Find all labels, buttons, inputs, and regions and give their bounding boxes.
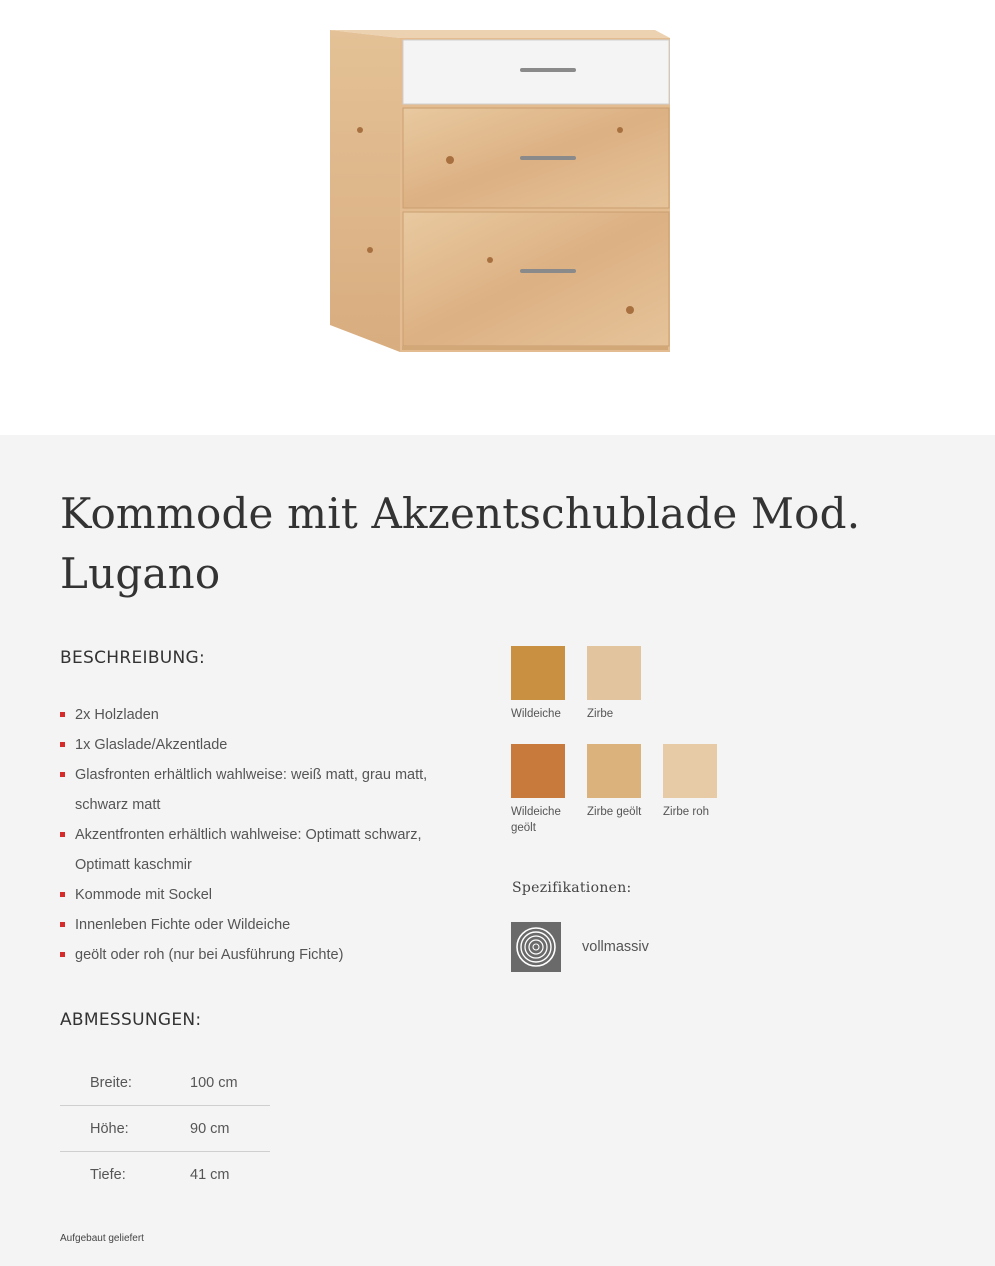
dimension-value: 100 cm [190, 1074, 238, 1091]
wood-swatch-wildeiche[interactable] [511, 646, 571, 722]
list-item: Glasfronten erhältlich wahlweise: weiß matt, grau matt, schwarz matt [60, 760, 470, 820]
dimensions-heading: ABMESSUNGEN: [60, 1010, 202, 1030]
swatch-label: Zirbe roh [663, 806, 710, 818]
tree-rings-icon [511, 922, 561, 972]
swatch-color [587, 646, 641, 700]
swatch-label: Zirbe [587, 708, 614, 720]
wood-swatch-zirbe[interactable] [587, 646, 647, 722]
dimension-label: Breite: [90, 1074, 132, 1091]
table-row [60, 1106, 270, 1152]
dimension-value: 90 cm [190, 1106, 270, 1152]
specs-heading: Spezifikationen: [512, 880, 632, 896]
product-image[interactable] [320, 20, 680, 360]
dimensions-table [60, 1060, 270, 1197]
list-item: Kommode mit Sockel [60, 880, 470, 910]
wood-swatch-zirbe-geoelt[interactable] [587, 744, 647, 820]
table-row [60, 1152, 270, 1198]
description-heading: BESCHREIBUNG: [60, 648, 206, 668]
swatch-color [663, 744, 717, 798]
dimension-label: Tiefe: [60, 1152, 190, 1198]
swatch-color [511, 646, 565, 700]
swatch-label: Wildeiche geölt [511, 806, 561, 834]
spec-label: vollmassiv [582, 939, 649, 955]
list-item: geölt oder roh (nur bei Ausführung Fichte) [60, 940, 470, 970]
table-row [60, 1060, 270, 1106]
wood-swatch-zirbe-roh[interactable] [663, 744, 723, 820]
swatch-color [511, 744, 565, 798]
description-list [60, 700, 470, 970]
dimension-value: 41 cm [190, 1152, 270, 1198]
list-item: Akzentfronten erhältlich wahlweise: Optimatt schwarz, Optimatt kaschmir [60, 820, 470, 880]
product-title: Kommode mit Akzentschublade Mod. Lugano [60, 489, 861, 598]
delivery-note: Aufgebaut geliefert [60, 1233, 144, 1244]
list-item: 2x Holzladen [60, 700, 470, 730]
list-item: 1x Glaslade/Akzentlade [60, 730, 470, 760]
swatch-label: Wildeiche [511, 708, 561, 720]
list-item: Innenleben Fichte oder Wildeiche [60, 910, 470, 940]
wood-swatch-wildeiche-geoelt[interactable] [511, 744, 571, 836]
swatch-label: Zirbe geölt [587, 806, 642, 818]
dimension-label: Höhe: [60, 1106, 190, 1152]
swatch-color [587, 744, 641, 798]
product-image-area [0, 0, 995, 435]
